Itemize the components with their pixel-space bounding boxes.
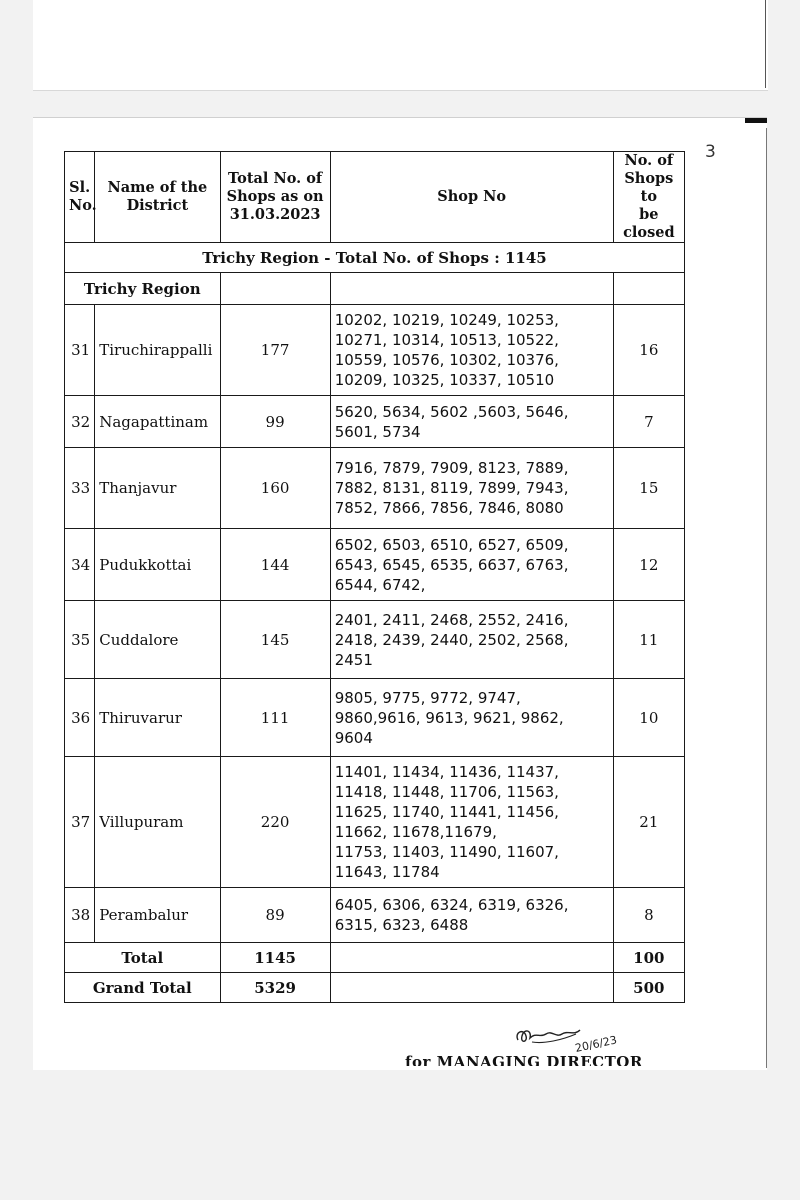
grand-total-label: Grand Total [65, 973, 221, 1003]
corner-mark [745, 118, 767, 123]
shop-number-line: 9604 [334, 728, 373, 747]
total-row [65, 943, 685, 973]
shop-number-line: 2418, 2439, 2440, 2502, 2568, [334, 630, 569, 649]
shop-number-line: 5620, 5634, 5602 ,5603, 5646, [334, 402, 569, 421]
signature-date: 20/6/23 [573, 1033, 619, 1055]
district-shops-to-close: 11 [613, 601, 684, 679]
total-close: 100 [613, 943, 684, 973]
district-name: Villupuram [95, 757, 220, 888]
shop-number-line: 10559, 10576, 10302, 10376, [334, 351, 559, 369]
district-sl: 36 [65, 679, 95, 757]
table-row [65, 601, 685, 679]
shop-number-line: 6544, 6742, [334, 575, 426, 594]
shop-number-line: 11418, 11448, 11706, 11563, [334, 783, 559, 801]
district-total-shops: 144 [220, 529, 330, 601]
district-name: Thiruvarur [95, 679, 220, 757]
table-row [65, 448, 685, 529]
table-row [65, 679, 685, 757]
district-sl: 34 [65, 529, 95, 601]
signatory-line: for MANAGING DIRECTOR [405, 1053, 643, 1066]
district-shop-numbers [330, 529, 613, 601]
district-sl: 31 [65, 305, 95, 396]
header-row [65, 152, 685, 243]
shop-number-line: 6315, 6323, 6488 [334, 916, 469, 934]
district-total-shops: 111 [220, 679, 330, 757]
previous-page-edge [33, 0, 768, 91]
header-shops-to-close: No. of Shops to be closed [613, 152, 684, 243]
shop-number-line: 11625, 11740, 11441, 11456, [334, 803, 559, 821]
region-label-row [65, 273, 685, 305]
page-number: 3 [705, 142, 716, 162]
district-sl: 32 [65, 396, 95, 448]
shop-number-line: 7882, 8131, 8119, 7899, 7943, [334, 479, 569, 497]
district-sl: 35 [65, 601, 95, 679]
shop-number-line: 6405, 6306, 6324, 6319, 6326, [334, 896, 569, 914]
table-row [65, 529, 685, 601]
region-label: Trichy Region [65, 273, 221, 305]
table-row [65, 888, 685, 943]
district-shop-numbers [330, 888, 613, 943]
total-label: Total [65, 943, 221, 973]
district-shop-numbers [330, 757, 613, 888]
shop-number-line: 11662, 11678,11679, [334, 823, 497, 841]
district-name: Cuddalore [95, 601, 220, 679]
district-name: Perambalur [95, 888, 220, 943]
shop-number-line: 2451 [334, 650, 373, 669]
district-shops-to-close: 15 [613, 448, 684, 529]
shop-number-line: 11753, 11403, 11490, 11607, [334, 843, 559, 861]
region-total-row [65, 243, 685, 273]
grand-total-shops: 5329 [220, 973, 330, 1003]
district-shops-to-close: 12 [613, 529, 684, 601]
shop-number-line: 11643, 11784 [334, 863, 440, 881]
district-total-shops: 220 [220, 757, 330, 888]
shop-number-line: 10202, 10219, 10249, 10253, [334, 311, 559, 329]
district-shops-to-close: 7 [613, 396, 684, 448]
shop-number-line: 2401, 2411, 2468, 2552, 2416, [334, 610, 569, 629]
district-shop-numbers [330, 601, 613, 679]
page-edge-rule [765, 0, 766, 88]
shop-closure-table [64, 151, 685, 1003]
district-shop-numbers [330, 305, 613, 396]
district-name: Thanjavur [95, 448, 220, 529]
district-shop-numbers [330, 396, 613, 448]
shop-number-line: 11401, 11434, 11436, 11437, [334, 763, 559, 781]
district-shops-to-close: 16 [613, 305, 684, 396]
district-shops-to-close: 10 [613, 679, 684, 757]
shop-number-line: 9805, 9775, 9772, 9747, [334, 688, 521, 707]
header-sl: Sl. No. [65, 152, 95, 243]
shop-number-line: 6543, 6545, 6535, 6637, 6763, [334, 555, 569, 574]
shop-number-line: 10271, 10314, 10513, 10522, [334, 331, 559, 349]
district-sl: 33 [65, 448, 95, 529]
shop-number-line: 5601, 5734 [334, 422, 421, 441]
shop-number-line: 9860,9616, 9613, 9621, 9862, [334, 708, 564, 727]
district-total-shops: 89 [220, 888, 330, 943]
shop-number-line: 10209, 10325, 10337, 10510 [334, 371, 555, 389]
district-shops-to-close: 8 [613, 888, 684, 943]
shop-number-line: 6502, 6503, 6510, 6527, 6509, [334, 535, 569, 554]
district-name: Nagapattinam [95, 396, 220, 448]
region-total-text: Trichy Region - Total No. of Shops : 1145 [65, 243, 685, 273]
table-row [65, 757, 685, 888]
district-sl: 37 [65, 757, 95, 888]
district-shops-to-close: 21 [613, 757, 684, 888]
district-name: Tiruchirappalli [95, 305, 220, 396]
grand-total-row [65, 973, 685, 1003]
district-total-shops: 160 [220, 448, 330, 529]
header-shop-no: Shop No [330, 152, 613, 243]
total-shops: 1145 [220, 943, 330, 973]
district-shop-numbers [330, 679, 613, 757]
header-district: Name of the District [95, 152, 220, 243]
header-total-shops: Total No. of Shops as on 31.03.2023 [220, 152, 330, 243]
shop-number-line: 7852, 7866, 7856, 7846, 8080 [334, 499, 564, 517]
district-total-shops: 145 [220, 601, 330, 679]
district-total-shops: 177 [220, 305, 330, 396]
table-row [65, 305, 685, 396]
district-name: Pudukkottai [95, 529, 220, 601]
district-total-shops: 99 [220, 396, 330, 448]
grand-total-close: 500 [613, 973, 684, 1003]
district-sl: 38 [65, 888, 95, 943]
shop-number-line: 7916, 7879, 7909, 8123, 7889, [334, 459, 569, 477]
district-shop-numbers [330, 448, 613, 529]
table-row [65, 396, 685, 448]
page-edge-rule [766, 128, 767, 1068]
